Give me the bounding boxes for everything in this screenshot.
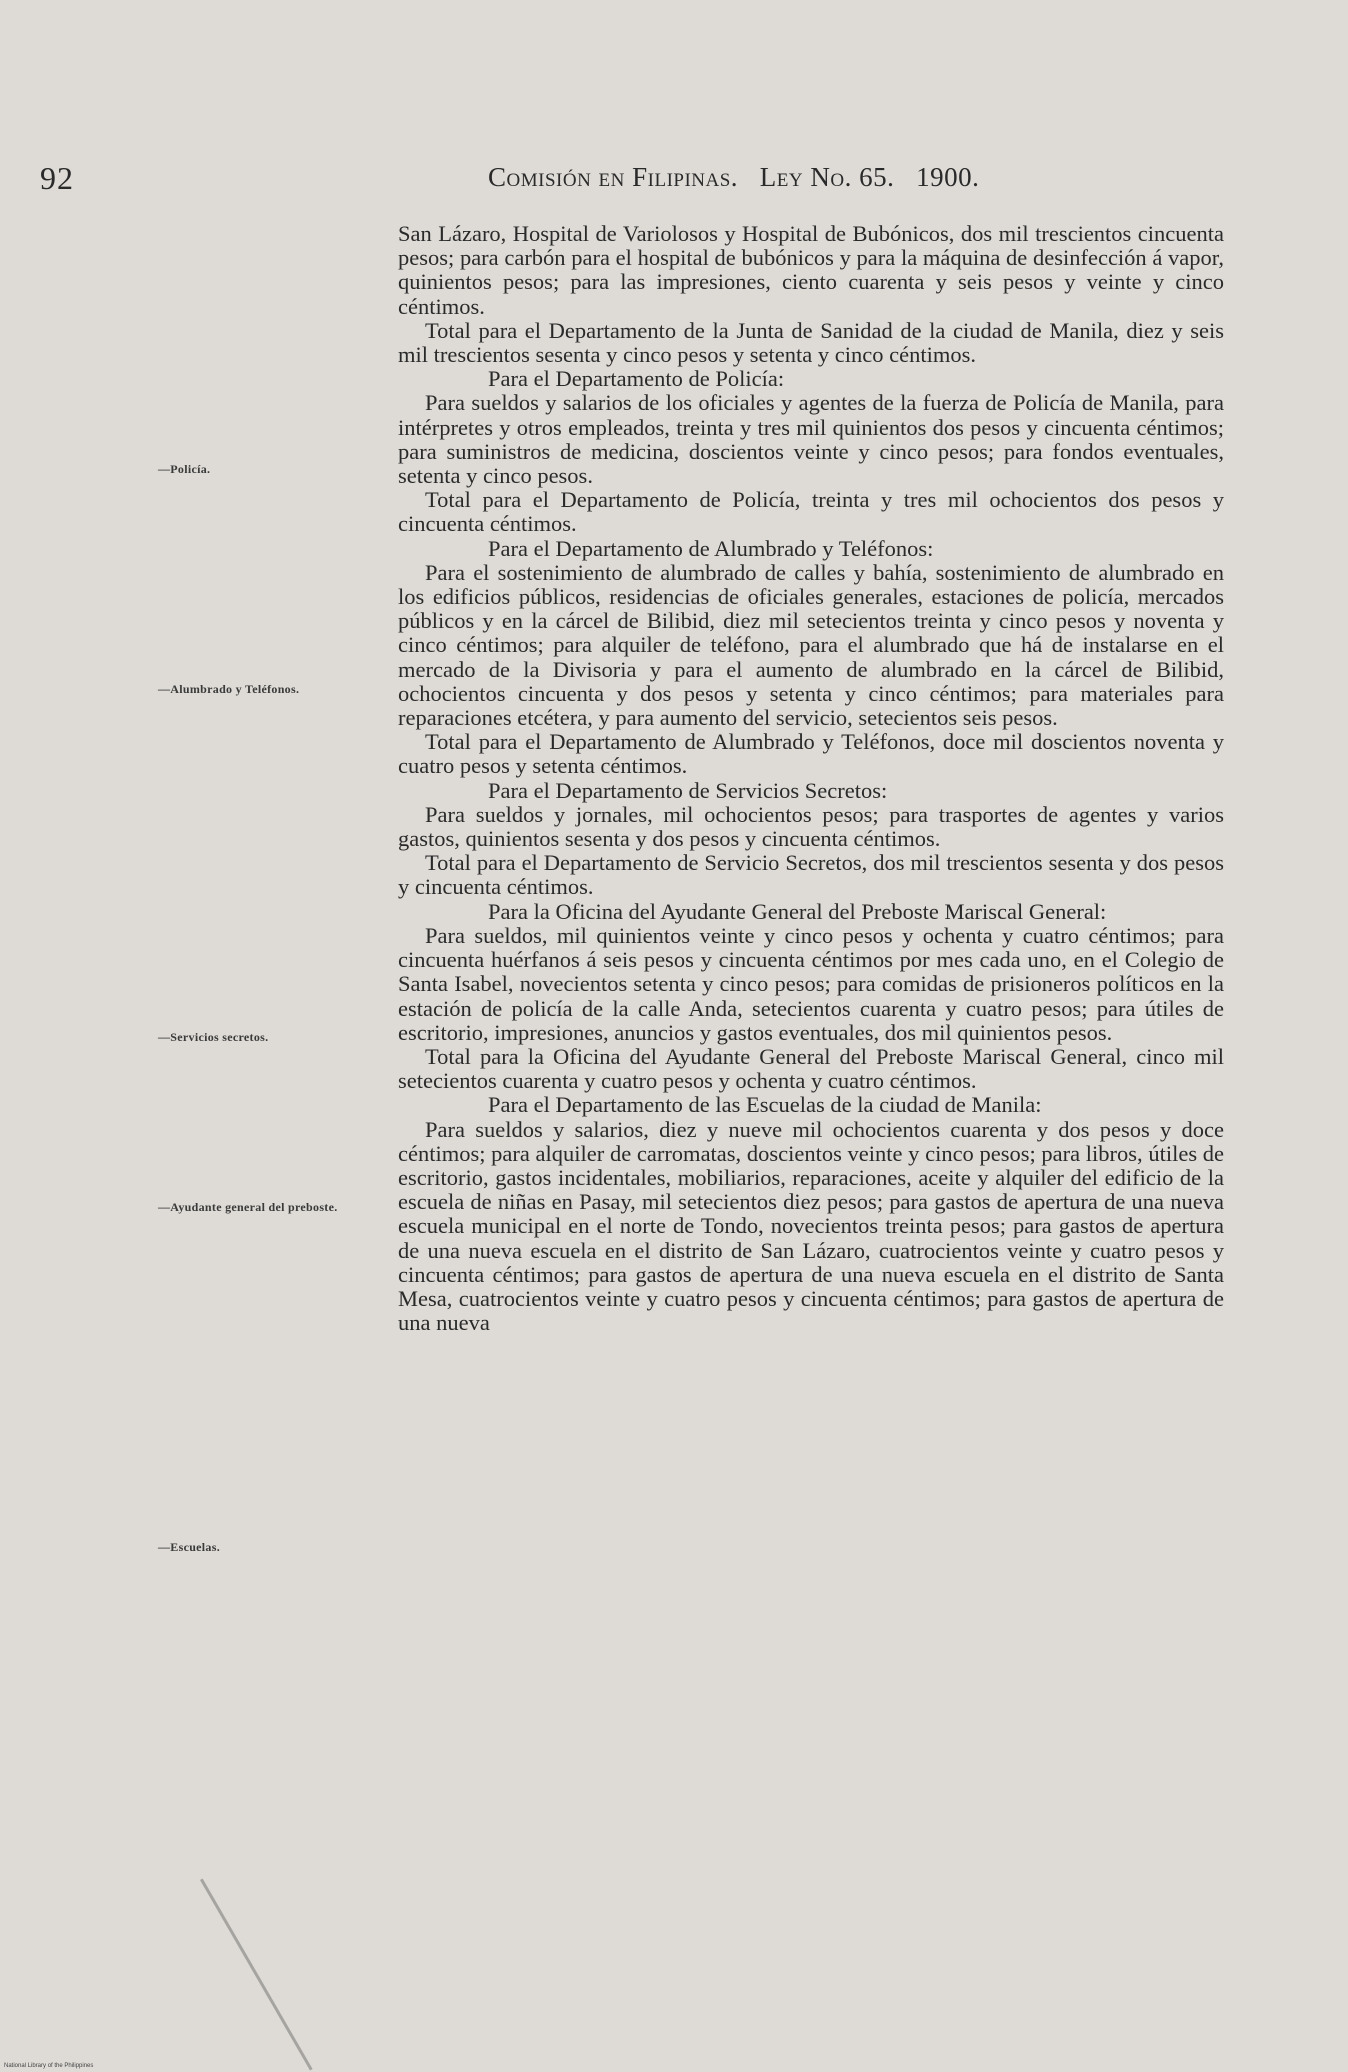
heading-escuelas: Para el Departamento de las Escuelas de la ciudad de Manila: — [488, 1092, 1042, 1118]
scan-artifact-line — [200, 1879, 313, 2071]
paragraph-alumbrado: Para el sostenimiento de alumbrado de calles y bahía, sostenimiento de alumbrado en los edificios públicos, residencias de oficiales generales, estaciones de policía, mercados públicos y en la cárcel de Bilibid, diez mil setecientos treinta y cinco pesos y noventa y cinco céntimos; para alquiler de teléfono, para el alumbrado que há de instalarse en el mercado de la Divisoria y para el aumento de alumbrado en la cárcel de Bilibid, ochocientos cincuenta y dos pesos y setenta y cinco céntimos; para materiales para reparaciones etcétera, y para aumento del servicio, setecientos seis pesos. — [398, 559, 1224, 731]
heading-policia: Para el Departamento de Policía: — [488, 366, 785, 392]
paragraph-servicios: Para sueldos y jornales, mil ochocientos pesos; para trasportes de agentes y varios gastos, quinientos sesenta y dos pesos y cincuenta céntimos. — [398, 801, 1224, 852]
paragraph-sanidad-continuation: San Lázaro, Hospital de Variolosos y Hospital de Bubónicos, dos mil trescientos cincuenta pesos; para carbón para el hospital de bubónicos y para la máquina de desinfección á vapor, quinientos pesos; para las impresiones, ciento cuarenta y seis pesos y veinte y cinco céntimos. — [398, 221, 1224, 319]
margin-note-policia: —Policía. — [158, 462, 211, 476]
paragraph-ayudante: Para sueldos, mil quinientos veinte y cinco pesos y ochenta y cuatro céntimos; para cincuenta huérfanos á seis pesos y cincuenta céntimos por mes cada uno, en el Colegio de Santa Isabel, novecientos setenta y cinco pesos; para comidas de prisioneros políticos en la estación de policía de la calle Anda, setecientos cuarenta y cuatro pesos; para útiles de escritorio, impresiones, anuncios y gastos eventuales, dos mil quinientos pesos. — [398, 922, 1224, 1045]
margin-note-servicios: —Servicios secretos. — [158, 1030, 269, 1044]
margin-note-alumbrado: —Alumbrado y Teléfonos. — [158, 682, 300, 696]
paragraph-alumbrado-total: Total para el Departamento de Alumbrado y Teléfonos, doce mil doscientos noventa y cuatro pesos y setenta céntimos. — [398, 729, 1224, 779]
paragraph-sanidad-total: Total para el Departamento de la Junta de Sanidad de la ciudad de Manila, diez y seis mil trescientos sesenta y cinco pesos y setenta y cinco céntimos. — [398, 317, 1224, 368]
paragraph-servicios-total: Total para el Departamento de Servicio Secretos, dos mil trescientos sesenta y dos pesos y cincuenta céntimos. — [398, 850, 1224, 900]
page-number: 92 — [40, 160, 74, 196]
body-text — [398, 222, 1224, 1335]
paragraph-policia-total: Total para el Departamento de Policía, treinta y tres mil ochocientos dos pesos y cincuenta céntimos. — [398, 487, 1224, 537]
heading-alumbrado: Para el Departamento de Alumbrado y Teléfonos: — [488, 535, 934, 561]
margin-note-escuelas: —Escuelas. — [158, 1540, 221, 1554]
footer-note: National Library of the Philippines — [4, 2063, 94, 2069]
running-head: Comisión en Filipinas. Ley No. 65. 1900. — [488, 162, 980, 192]
heading-servicios: Para el Departamento de Servicios Secretos: — [488, 777, 888, 803]
paragraph-policia: Para sueldos y salarios de los oficiales y agentes de la fuerza de Policía de Manila, para intérpretes y otros empleados, treinta y tres mil quinientos dos pesos y cincuenta céntimos; para suministros de medicina, doscientos veinte y cinco pesos; para fondos eventuales, setenta y cinco pesos. — [398, 390, 1224, 489]
paragraph-ayudante-total: Total para la Oficina del Ayudante General del Preboste Mariscal General, cinco mil setecientos cuarenta y cuatro pesos y ochenta y cuatro céntimos. — [398, 1043, 1224, 1094]
margin-note-ayudante: —Ayudante general del preboste. — [158, 1200, 338, 1214]
paragraph-escuelas: Para sueldos y salarios, diez y nueve mil ochocientos cuarenta y dos pesos y doce céntimos; para alquiler de carromatas, doscientos veinte y cinco pesos; para libros, útiles de escritorio, gastos incidentales, mobiliarios, reparaciones, aceite y alquiler del edificio de la escuela de niñas en Pasay, mil setecientos diez pesos; para gastos de apertura de una nueva escuela municipal en el norte de Tondo, novecientos treinta pesos; para gastos de apertura de una nueva escuela en el distrito de San Lázaro, cuatrocientos veinte y cuatro pesos y cincuenta céntimos; para gastos de apertura de una nueva escuela en el distrito de Santa Mesa, cuatrocientos veinte y cuatro pesos y cincuenta céntimos; para gastos de apertura de una nueva — [398, 1116, 1224, 1336]
heading-ayudante: Para la Oficina del Ayudante General del Preboste Mariscal General: — [488, 898, 1107, 924]
